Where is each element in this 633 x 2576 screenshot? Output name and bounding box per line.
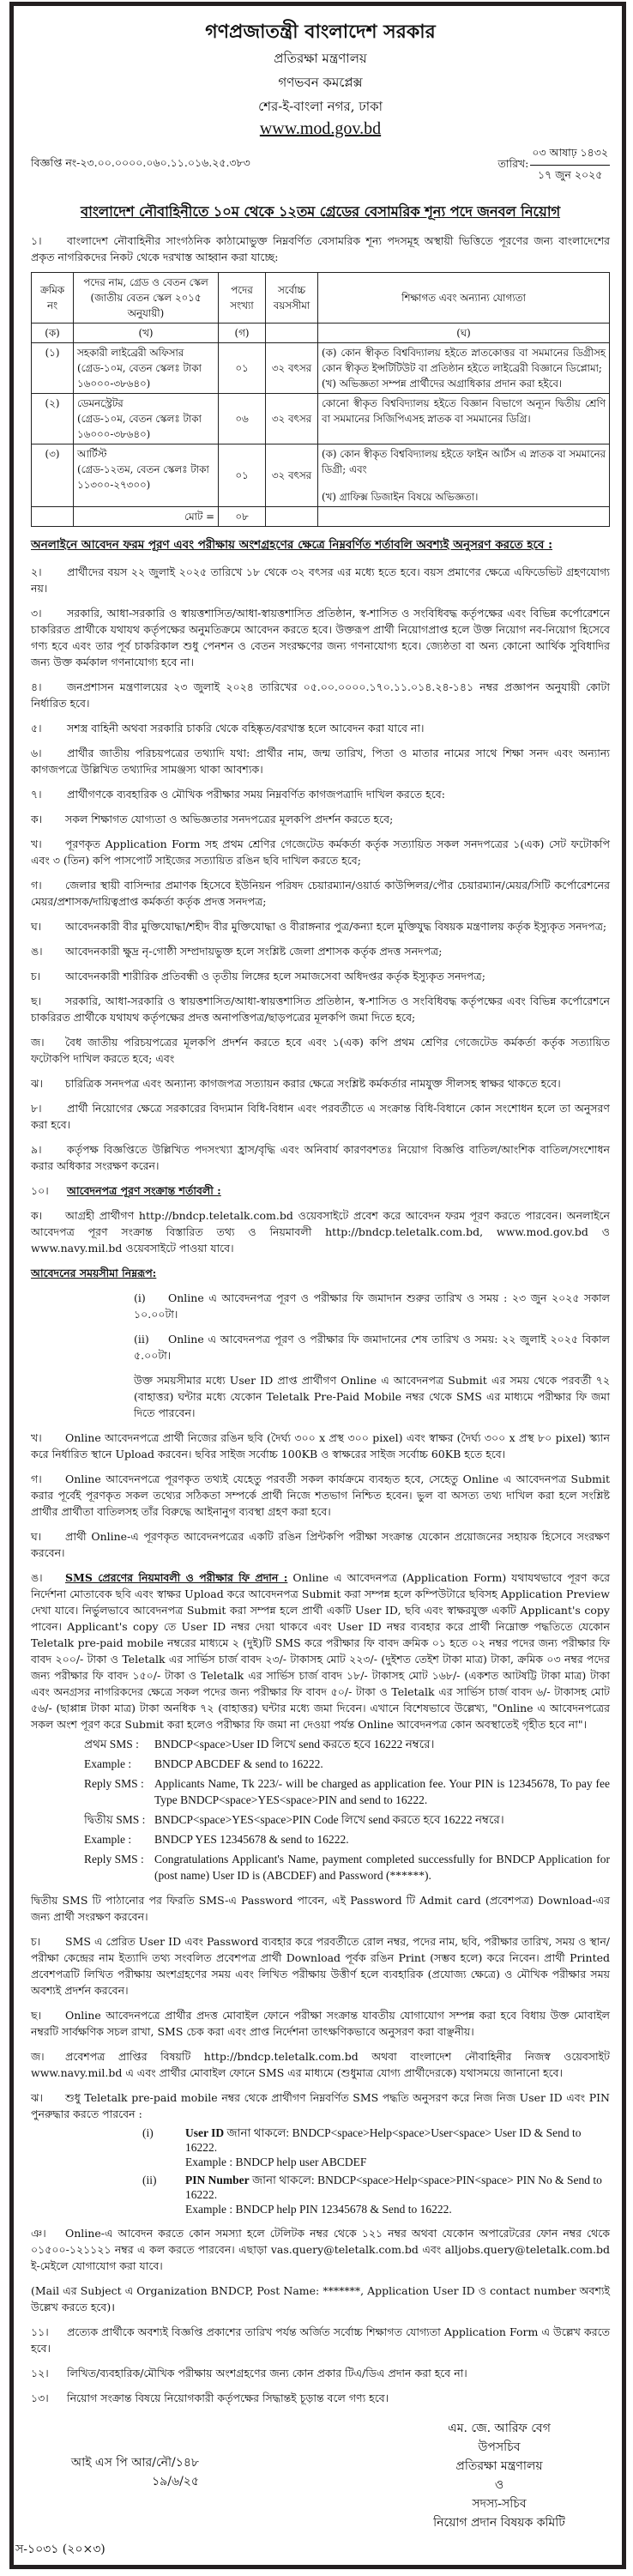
total-count: ০৮ <box>219 507 266 527</box>
sms-instructions <box>84 1736 610 1884</box>
qualification-cell <box>318 444 610 507</box>
post-grade: (গ্রেড-১০ম, বেতন স্কেলঃ টাকা ১৬০০০-৩৮৬৪০) <box>77 413 202 440</box>
condition-paragraph <box>31 564 610 596</box>
recovery-label-suffix: জানা থাকলে: <box>226 2126 290 2139</box>
date-label: তারিখ: <box>497 157 529 170</box>
item-number: ঝ। <box>31 2091 43 2104</box>
item-number: (ii) <box>142 2174 157 2186</box>
item-number: চ। <box>31 1935 41 1948</box>
required-document-item <box>31 811 610 827</box>
conditions-list-3 <box>31 2324 610 2406</box>
qualification-cell <box>318 394 610 444</box>
recovery-item <box>31 2126 610 2169</box>
item-text: সরকারি, আধা-সরকারি ও স্বায়ত্তশাসিত/আধা-স্বায়ত্তশাসিত প্রতিষ্ঠান, স্ব-শাসিত ও সংবিধিবদ্ধ কর্তৃপক্ষের এবং বিভিন্ন কর্পোরেশনে চাকরিরত প্রার্থীকে যথাযথ কর্তৃপক্ষের অনুমতিক্রমে আবেদন করতে হবে। উক্তরূপ প্রার্থী নিয়োগপ্রাপ্ত হলে উক্ত নিয়োগ নব-নিয়োগ হিসেবে গণ্য হবে এবং তার পূর্ব চাকরিকাল শুধু পেনশন ও বেতন সংরক্ষণের জন্য গণনাযোগ্য হবে। জ্যেষ্ঠতা বা অন্য কোনো আর্থিক সুবিধাদির জন্য উক্ত কর্মকাল গণনাযোগ্য হবে না। <box>31 607 610 668</box>
age-cell: ৩২ বৎসর <box>266 444 318 507</box>
table-row <box>32 343 610 394</box>
item-text: Online আবেদনপত্রে প্রার্থী নিজের রঙিন ছবি (দৈর্ঘ্য ৩০০ x প্রস্থ ৩০০ pixel) এবং স্বাক্ষর (দৈর্ঘ্য ৩০০ x প্রস্থ ৮০ pixel) স্ক্যান করে নির্ধারিত স্থানে Upload করবেন। ছবির সাইজ সর্বোচ্চ 100KB ও স্বাক্ষরের সাইজ সর্বোচ্চ 60KB হতে হবে। <box>31 1431 610 1460</box>
signatory-office: প্রতিরক্ষা মন্ত্রণালয় <box>455 2459 543 2473</box>
sms-rules-heading: SMS প্রেরণের নিয়মাবলী ও পরীক্ষার ফি প্রদান : <box>65 1571 288 1584</box>
condition-paragraph <box>31 745 610 777</box>
section-10-ga <box>31 1471 610 1520</box>
sms-label: Example : <box>84 1757 132 1770</box>
sms-value: BNDCP<space>YES<space>PIN Code লিখে send করতে হবে 16222 নম্বরে। <box>154 1813 504 1826</box>
recovery-example: Example : BNDCP help user ABCDEF <box>185 2156 367 2168</box>
sms-label: দ্বিতীয় SMS : <box>84 1813 146 1826</box>
conditions-list <box>31 564 610 802</box>
item-text: SMS এ প্রেরিত User ID এবং Password ব্যবহার করে পরবর্তীতে রোল নম্বর, পদের নাম, ছবি, পরীক্ষার তারিখ, সময় ও স্থান/পরীক্ষা কেন্দ্রের নাম ইত্যাদি তথ্য সংবলিত প্রবেশপত্র প্রার্থী Download পূর্বক রঙিন Print (সম্ভব হলে) করে নিবেন। প্রার্থী Printed প্রবেশপত্রটি লিখিত পরীক্ষায় অংশগ্রহণের সময় এবং লিখিত পরীক্ষায় উত্তীর্ণ হলে ব্যবহারিক (প্রযোজ্য ক্ষেত্রে) ও মৌখিক পরীক্ষার সময় অবশ্যই প্রদর্শন করবেন। <box>31 1935 610 1997</box>
condition-paragraph <box>31 2365 610 2381</box>
sub-header: (খ) <box>74 324 219 343</box>
table-header-row <box>32 273 610 324</box>
ispr-reference <box>36 2453 199 2491</box>
total-label: মোট = <box>74 507 219 527</box>
item-number: ২। <box>31 565 42 578</box>
item-number: ঞ। <box>31 2227 46 2240</box>
item-number: জ। <box>31 2050 45 2063</box>
signatory-designation: উপসচিব <box>478 2440 521 2454</box>
notice-body <box>31 6 610 2406</box>
address: শের-ই-বাংলা নগর, ঢাকা <box>258 99 383 114</box>
reference-row <box>31 144 610 182</box>
date-gregorian: ১৭ জুন ২০২৫ <box>538 168 603 181</box>
item-number: (ii) <box>134 1333 149 1345</box>
required-document-item <box>31 1034 610 1067</box>
item-number: ৭। <box>31 788 42 801</box>
conditions-list-2 <box>31 1100 610 1174</box>
empty-cell <box>32 507 74 527</box>
sub-header <box>266 324 318 343</box>
section-10-cha <box>31 1933 610 1999</box>
item-number: চ। <box>31 970 41 983</box>
item-text: আবেদনকারী বীর মুক্তিযোদ্ধা/শহীদ বীর মুক্তিযোদ্ধা ও বীরাঙ্গনার পুত্র/কন্যা হলে মুক্তিযুদ্ধ বিষয়ক মন্ত্রণালয় কর্তৃক ইস্যুকৃত সনদপত্র; <box>65 920 607 933</box>
count-cell: ০৬ <box>219 394 266 444</box>
col-header-count: পদের সংখ্যা <box>219 273 266 324</box>
empty-cell <box>318 507 610 527</box>
item-text: প্রার্থীর জাতীয় পরিচয়পত্রের তথ্যাদি যথা: প্রার্থীর নাম, জন্ম তারিখ, পিতা ও মাতার নামের সাথে শিক্ষা সনদ এবং অন্যান্য কাগজপত্রে উল্লিখিত তথ্যাদির সামঞ্জস্য থাকা আবশ্যক। <box>31 747 610 776</box>
intro-paragraph <box>31 233 610 265</box>
item-text: প্রার্থীগণকে ব্যবহারিক ও মৌখিক পরীক্ষার সময় নিম্নবর্ণিত কাগজপত্রাদি দাখিল করতে হবে: <box>67 788 445 801</box>
item-text: নিয়োগ সংক্রান্ত বিষয়ে নিয়োগকারী কর্তৃপক্ষের সিদ্ধান্তই চূড়ান্ত বলে গণ্য হবে। <box>67 2392 389 2404</box>
sms-label: Example : <box>84 1833 132 1846</box>
section-10-ja <box>31 2048 610 2081</box>
item-number: গ। <box>31 879 42 892</box>
item-number: ক। <box>31 813 43 825</box>
item-text: আবেদনকারী ক্ষুদ্র নৃ-গোষ্ঠী সম্প্রদায়ভুক্ত হলে সংশ্লিষ্ট জেলা প্রশাসক কর্তৃক প্রদত্ত সনদপত্র; <box>65 945 443 958</box>
qualification-item: (ক) কোন স্বীকৃত বিশ্ববিদ্যালয় হইতে স্নাতকোত্তর বা সমমানের ডিগ্রীসহ কোন স্বীকৃত ইন্সটিটিউট বা প্রতিষ্ঠান হইতে লাইব্রেরী বিজ্ঞানে ডিপ্লোমা; <box>322 347 606 374</box>
sub-header: (গ) <box>219 324 266 343</box>
item-text: Online এ আবেদনপত্র পূরণ ও পরীক্ষার ফি জমাদানের শেষ তারিখ ও সময়: ২২ জুলাই ২০২৫ বিকাল ৫.০০টা। <box>134 1333 610 1362</box>
signatory-conjunction: ও <box>494 2478 504 2492</box>
deadline-item <box>134 1290 610 1322</box>
required-document-item <box>31 918 610 934</box>
item-text: Online এ আবেদনপত্র (Application Form) যথাযথভাবে পূরণ করে নির্দেশনা মোতাবেক ছবি এবং স্বাক্ষর Upload করে আবেদনপত্র Submit করা সম্পন্ন হলে কম্পিউটারে ছবিসহ Application Preview দেখা যাবে। নির্ভুলভাবে আবেদনপত্র Submit করা সম্পন্ন হলে প্রার্থী একটি User ID, ছবি এবং স্বাক্ষরযুক্ত একটি Applicant's copy পাবেন। Applicant's copy তে User ID নম্বর দেয়া থাকবে এবং User ID নম্বর ব্যবহার করে প্রার্থী নিম্নোক্ত পদ্ধতিতে যেকোন Teletalk pre-paid mobile নম্বরের মাধ্যমে ২ (দুই)টি SMS করে পরীক্ষার ফি বাবদ ক্রমিক ০১ হতে ০২ নম্বর পদের জন্য পরীক্ষার ফি বাবদ ২০০/- টাকা ও Teletalk এর সার্ভিস চার্জ বাবদ ২৩/- টাকাসহ মোট ২২৩/- (দুইশত তেইশ টাকা মাত্র) টাকা, ক্রমিক ০৩ নম্বর পদের জন্য পরীক্ষার ফি বাবদ ১৫০/- টাকা ও Teletalk এর সার্ভিস চার্জ বাবদ ১৮/- টাকাসহ মোট ১৬৮/- (একশত আটষট্টি টাকা মাত্র) টাকা এবং অনগ্রসর নাগরিকদের ক্ষেত্রে সকল পদের জন্য পরীক্ষার ফি বাবদ ৫০/- টাকা ও Teletalk এর সার্ভিস চার্জ বাবদ ৬/- টাকাসহ মোট ৫৬/- (ছাপ্পান্ন টাকা মাত্র) টাকা অনধিক ৭২ (বাহাত্তর) ঘন্টার মধ্যে জমা দিবেন। এখানে বিশেষভাবে উল্লেখ্য, "Online এ আবেদনপত্রের সকল অংশ পূরণ করে Submit করা হলেও পরীক্ষার ফি জমা না দেওয়া পর্যন্ত Online আবেদনপত্র কোন অবস্থাতেই গৃহীত হবে না"। <box>31 1571 610 1731</box>
section-10-uma <box>31 1569 610 1732</box>
section-10-chha <box>31 2007 610 2040</box>
item-number: ১২। <box>31 2367 49 2379</box>
item-number: ছ। <box>31 995 42 1007</box>
count-cell: ০১ <box>219 444 266 507</box>
footer-code: স-১০৩১ (২০×৩) <box>15 2543 106 2556</box>
item-text: পূরণকৃত Application Form সহ প্রথম শ্রেণির গেজেটেড কর্মকর্তা কর্তৃক সত্যায়িত সকল সনদপত্রের ১(এক) সেট ফটোকপি এবং ৩ (তিন) কপি পাসপোর্ট সাইজের সত্যায়িত রঙিন ছবি দাখিল করতে হবে; <box>31 838 610 867</box>
sms-label: প্রথম SMS : <box>84 1738 139 1751</box>
item-text: সশস্ত্র বাহিনী অথবা সরকারি চাকরি থেকে বহিষ্কৃত/বরখাস্ত হলে আবেদন করা যাবে না। <box>67 722 425 735</box>
table-row <box>32 394 610 444</box>
item-text: Online আবেদনপত্রে প্রার্থীর প্রদত্ত মোবাইল ফোনে পরীক্ষা সংক্রান্ত যাবতীয় যোগাযোগ সম্পন্ন করা হবে বিধায় উক্ত মোবাইল নম্বরটি সার্বক্ষণিক সচল রাখা, SMS চেক করা এবং প্রাপ্ত নির্দেশনা তাৎক্ষণিকভাবে অনুসরণ করা বাঞ্ছনীয়। <box>31 2009 610 2038</box>
table-row <box>32 444 610 507</box>
section-10-gha <box>31 1528 610 1561</box>
item-text: প্রবেশপত্র প্রাপ্তির বিষয়টি http://bndcp.teletalk.com.bd অথবা বাংলাদেশ নৌবাহিনীর নিজস্ব ওয়েবসাইট www.navy.mil.bd এ এবং প্রার্থীর মোবাইল ফোনে SMS এর মাধ্যমে (শুধুমাত্র যোগ্য প্রার্থীদেরকে) যথাসময়ে জানানো হবে। <box>31 2050 610 2079</box>
required-document-item <box>31 836 610 868</box>
item-text: জনপ্রশাসন মন্ত্রণালয়ের ২৩ জুলাই ২০২৪ তারিখের ০৫.০০.০০০০.১৭০.১১.০১৪.২৪-১৪১ নম্বর প্রজ্ঞাপন অনুযায়ী কোটা নির্ধারিত হবে। <box>31 680 610 710</box>
signatory-committee: নিয়োগ প্রদান বিষয়ক কমিটি <box>433 2516 565 2530</box>
item-number: ছ। <box>31 2009 42 2022</box>
item-number: (i) <box>142 2126 154 2139</box>
recovery-label: User ID <box>185 2126 225 2139</box>
item-text: আবেদনকারী শারীরিক প্রতিবন্ধী ও তৃতীয় লিঙ্গের হলে সমাজসেবা অধিদপ্তর কর্তৃক ইস্যুকৃত সনদপত্র; <box>65 970 485 983</box>
recovery-command <box>185 2173 610 2202</box>
qualification-item: কোনো স্বীকৃত বিশ্ববিদ্যালয় হইতে বিজ্ঞান বিভাগে অন্যূন দ্বিতীয় শ্রেণি বা সমমানের সিজিপিএসহ স্নাতক বা সমমানের ডিগ্রি। <box>322 397 606 425</box>
sms-instruction-row <box>84 1775 610 1808</box>
post-name: সহকারী লাইব্রেরী অফিসার <box>77 347 184 359</box>
deadline-heading-text: আবেদনের সময়সীমা নিম্নরূপ: <box>31 1267 157 1279</box>
item-number: ৬। <box>31 747 42 759</box>
table-subheader-row <box>32 324 610 343</box>
sms-instruction-row <box>84 1756 610 1772</box>
item-number: ঘ। <box>31 920 42 933</box>
item-text: শুধু Teletalk pre-paid mobile নম্বর থেকে প্রার্থীগণ নিম্নবর্ণিত SMS পদ্ধতি অনুসরণ করে নিজ নিজ User ID এবং PIN পুনরুদ্ধার করতে পারবেন : <box>31 2091 610 2120</box>
item-text: প্রার্থীদের বয়স ২২ জুলাই ২০২৫ তারিখে ১৮ থেকে ৩২ বৎসর এর মধ্যে হতে হবে। বয়স প্রমাণের ক্ষেত্রে এফিডেভিট গ্রহণযোগ্য নয়। <box>31 565 610 595</box>
recovery-command <box>185 2126 610 2155</box>
condition-paragraph <box>31 1100 610 1133</box>
recovery-text: BNDCP<space>Help<space>User<space> User ID & Send to 16222. <box>185 2126 582 2154</box>
recovery-text: BNDCP<space>Help<space>PIN<space> PIN No & Send to 16222. <box>185 2174 602 2201</box>
notice-frame <box>9 2 626 2569</box>
sub-header: (ঘ) <box>318 324 610 343</box>
serial-cell: (১) <box>32 343 74 394</box>
item-number: খ। <box>31 838 42 850</box>
condition-paragraph <box>31 679 610 711</box>
condition-paragraph <box>31 1141 610 1174</box>
col-header-qualification: শিক্ষাগত এবং অন্যান্য যোগ্যতা <box>318 273 610 324</box>
recovery-body <box>185 2173 610 2216</box>
issue-date <box>498 146 610 185</box>
condition-paragraph <box>31 2324 610 2356</box>
age-cell: ৩২ বৎসর <box>266 394 318 444</box>
date-fraction <box>530 146 610 185</box>
post-grade: (গ্রেড-১০ম, বেতন স্কেলঃ টাকা ১৬০০০-৩৮৬৪০) <box>77 362 202 390</box>
item-number: ঘ। <box>31 1530 42 1543</box>
ispr-ref-number: আই এস পি আর/নৌ/১৪৮ <box>70 2456 199 2470</box>
sms-value: BNDCP<space>User ID লিখে send করতে হবে 16222 নম্বরে। <box>154 1738 435 1751</box>
count-cell: ০১ <box>219 343 266 394</box>
vacancy-table <box>31 272 610 527</box>
item-number: (i) <box>134 1291 146 1304</box>
section-10-heading <box>31 1182 610 1199</box>
post-name: ডেমনস্ট্রেটর <box>77 397 124 409</box>
age-cell: ৩২ বৎসর <box>266 343 318 394</box>
table-total-row <box>32 507 610 527</box>
password-note: দ্বিতীয় SMS টি পাঠানোর পর ফিরতি SMS-এ Password পাবেন, এই Password টি Admit card (প্রবেশপত্র) Download-এর জন্য প্রার্থী সংরক্ষণ করবেন। <box>31 1894 610 1923</box>
section-10-nya <box>31 2225 610 2274</box>
ispr-date: ১৯/৬/২৫ <box>152 2475 199 2488</box>
post-cell <box>74 394 219 444</box>
sms-label: Reply SMS : <box>84 1853 144 1865</box>
item-text: চারিত্রিক সনদপত্র এবং অন্যান্য কাগজপত্র সত্যায়ন করার ক্ষেত্রে সংশ্লিষ্ট কর্মকর্তার নামযুক্ত সীলসহ স্বাক্ষর থাকতে হবে। <box>65 1077 561 1090</box>
item-number: ৮। <box>31 1102 42 1115</box>
item-number: জ। <box>31 1036 45 1049</box>
item-number: ৯। <box>31 1143 42 1156</box>
serial-cell: (২) <box>32 394 74 444</box>
signature-block <box>401 2419 598 2532</box>
recovery-label-suffix: জানা থাকলে: <box>252 2174 315 2186</box>
section-heading: আবেদনপত্র পূরণ সংক্রান্ত শর্তাবলী : <box>67 1184 221 1197</box>
sms-instruction-row <box>84 1736 610 1752</box>
empty-cell <box>266 507 318 527</box>
col-header-serial: ক্রমিক নং <box>32 273 74 324</box>
item-text: Online এ আবেদনপত্র পূরণ ও পরীক্ষার ফি জমাদান শুরুর তারিখ ও সময় : ২৩ জুন ২০২৫ সকাল ১০.০০টা। <box>134 1291 610 1321</box>
condition-paragraph <box>31 720 610 736</box>
required-document-item <box>31 943 610 959</box>
deadline-note: উক্ত সময়সীমার মধ্যে User ID প্রাপ্ত প্রার্থীগণ Online এ আবেদনপত্র Submit এর সময় থেকে পরবর্তী ৭২ (বাহাত্তর) ঘন্টার মধ্যে যেকোন Teletalk Pre-Paid Mobile নম্বর থেকে SMS এর মাধ্যমে পরীক্ষার ফি জমা দিতে পারবেন। <box>134 1374 610 1419</box>
sms-label: Reply SMS : <box>84 1777 144 1790</box>
item-number: ৫। <box>31 722 42 735</box>
col-header-age: সর্বোচ্চ বয়সসীমা <box>266 273 318 324</box>
recovery-instructions <box>31 2126 610 2216</box>
sub-header: (ক) <box>32 324 74 343</box>
signatory-role: সদস্য-সচিব <box>472 2497 527 2511</box>
ministry-website-link[interactable]: www.mod.gov.bd <box>259 119 382 138</box>
para-number: ১। <box>31 234 42 247</box>
sms-instruction-row <box>84 1831 610 1847</box>
item-text: প্রার্থী নিয়োগের ক্ষেত্রে সরকারের বিদ্যমান বিধি-বিধান এবং পরবর্তীতে এ সংক্রান্ত বিধি-বিধানে কোন সংশোধন হলে তা অনুসরণ করা হবে। <box>31 1102 610 1131</box>
government-title: গণপ্রজাতন্ত্রী বাংলাদেশ সরকার <box>205 21 436 43</box>
deadline-item <box>134 1331 610 1364</box>
item-text: Online-এ আবেদন করতে কোন সমস্যা হলে টেলিটক নম্বর থেকে ১২১ নম্বর অথবা যেকোন অপারেটরের ফোন নম্বর থেকে ০১৫০০-১২১১২১ নম্বর এ কল করতে পারবেন। এছাড়া vas.query@teletalk.com.bd এবং alljobs.query@teletalk.com.bd ই-মেইলে যোগাযোগ করা যাবে। <box>31 2227 610 2272</box>
qualification-item: (খ) অভিজ্ঞতা সম্পন্ন প্রার্থীদের অগ্রাধিকার প্রদান করা হইবে। <box>322 378 563 390</box>
col-header-post: পদের নাম, গ্রেড ও বেতন স্কেল (জাতীয় বেতন স্কেল ২০১৫ অনুযায়ী) <box>74 273 219 324</box>
reference-number: বিজ্ঞপ্তি নং-২৩.০০.০০০০.০৬০.১১.০১৬.২৫.৩৮৩ <box>31 156 250 169</box>
item-number: ১১। <box>31 2325 49 2338</box>
recovery-label: PIN Number <box>185 2174 250 2186</box>
item-text: লিখিত/ব্যবহারিক/মৌখিক পরীক্ষায় অংশগ্রহণের জন্য কোন প্রকার টিএ/ডিএ প্রদান করা হবে না। <box>67 2367 467 2379</box>
complex-name: গণভবন কমপ্লেক্স <box>278 75 363 90</box>
serial-cell: (৩) <box>32 444 74 507</box>
item-text: কর্তৃপক্ষ বিজ্ঞপ্তিতে উল্লিখিত পদসংখ্যা হ্রাস/বৃদ্ধি এবং অনিবার্য কারণবশতঃ নিয়োগ বিজ্ঞপ্তি বাতিল/আংশিক বাতিল/সংশোধন করার অধিকার সংরক্ষণ করেন। <box>31 1143 610 1172</box>
required-document-item <box>31 968 610 984</box>
item-text: সরকারি, আধা-সরকারি ও স্বায়ত্তশাসিত/আধা-স্বায়ত্তশাসিত প্রতিষ্ঠান, স্ব-শাসিত ও সংবিধিবদ্ধ কর্তৃপক্ষের এবং বিভিন্ন কর্পোরেশনে চাকরিরত প্রার্থীকে যথাযথ কর্তৃপক্ষের প্রদত্ত অনাপত্তিপত্র/ছাড়পত্রের মূলকপি জমা দিতে হবে; <box>31 995 610 1024</box>
condition-paragraph <box>31 2390 610 2406</box>
sms-instruction-row <box>84 1811 610 1828</box>
deadline-heading <box>31 1265 610 1281</box>
sms-value: Applicants Name, Tk 223/- will be charged as application fee. Your PIN is 12345678, To pay fee Type BNDCP<space>YES<space>PIN and send to 16222. <box>154 1777 610 1806</box>
sms-instruction-row <box>84 1851 610 1884</box>
recovery-body <box>185 2126 610 2169</box>
item-number: ঙ। <box>31 1571 43 1584</box>
condition-paragraph <box>31 605 610 670</box>
item-number: ঝ। <box>31 1077 43 1090</box>
item-number: ১৩। <box>31 2392 49 2404</box>
item-text: জেলার স্থায়ী বাসিন্দার প্রমাণক হিসেবে ইউনিয়ন পরিষদ চেয়ারম্যান/ওয়ার্ড কাউন্সিলর/পৌর চেয়ারম্যান/মেয়র/সিটি কর্পোরেশনের মেয়র/প্রশাসক/দায়িত্বপ্রাপ্ত কর্মকর্তা কর্তৃক প্রদত্ত সনদপত্র; <box>31 879 610 908</box>
date-bangla: ০৩ আষাঢ় ১৪৩২ <box>530 146 610 166</box>
qualification-cell <box>318 343 610 394</box>
sms-value: BNDCP YES 12345678 & send to 16222. <box>154 1833 349 1846</box>
conditions-heading: অনলাইনে আবেদন ফরম পূরণ এবং পরীক্ষায় অংশগ্রহণের ক্ষেত্রে নিম্নবর্ণিত শর্তাবলি অবশ্যই অনুসরণ করতে হবে : <box>31 538 553 552</box>
required-document-item <box>31 877 610 910</box>
para-number: ১০। <box>31 1184 49 1197</box>
qualification-item: (খ) গ্রাফিক্স ডিজাইন বিষয়ে অভিজ্ঞতা। <box>322 491 479 503</box>
item-text: প্রত্যেক প্রার্থীকে অবশ্যই বিজ্ঞপ্তি প্রকাশের তারিখ পর্যন্ত অর্জিত সর্বোচ্চ শিক্ষাগত যোগ্যতা Application Form এ উল্লেখ করতে হবে। <box>31 2325 610 2355</box>
signatory-name: এম. জে. আরিফ বেগ <box>448 2422 551 2435</box>
item-number: খ। <box>31 1431 42 1444</box>
sms-value: BNDCP ABCDEF & send to 16222. <box>154 1757 323 1770</box>
item-text: প্রার্থী Online-এ পূরণকৃত আবেদনপত্রের একটি রঙিন প্রিন্টকপি পরীক্ষা সংক্রান্ত যেকোন প্রয়োজনের সহায়ক হিসেবে সংরক্ষণ করবেন। <box>31 1530 610 1559</box>
item-number: ৩। <box>31 607 42 620</box>
recovery-example: Example : BNDCP help PIN 12345678 & Send to 16222. <box>185 2203 452 2216</box>
condition-paragraph <box>31 786 610 802</box>
post-name: আর্টিস্ট <box>77 448 107 460</box>
item-text: Online আবেদনপত্রে পূরণকৃত তথ্যই যেহেতু পরবর্তী সকল কার্যক্রমে ব্যবহৃত হবে, সেহেতু Online এ আবেদনপত্র Submit করার পূর্বেই পূরণকৃত সকল তথ্যের সঠিকতা সম্পর্কে প্রার্থী নিজে শতভাগ নিশ্চিত হবেন। ভুল বা অসত্য তথ্য দাখিল করা হলে সংশ্লিষ্ট প্রার্থীর প্রার্থীতা বাতিলসহ তাঁর বিরুদ্ধে আইনানুগ ব্যবস্থা গ্রহণ করা হবে। <box>31 1472 610 1518</box>
post-grade: (গ্রেড-১২তম, বেতন স্কেলঃ টাকা ১১৩০০-২৭৩০০) <box>77 463 209 491</box>
sms-value: Congratulations Applicant's Name, payment completed successfully for BNDCP Application for (post name) User ID is (ABCDEF) and Password (******). <box>154 1853 610 1882</box>
required-document-item <box>31 993 610 1025</box>
post-cell <box>74 444 219 507</box>
documents-list <box>31 811 610 1091</box>
item-number: ঙ। <box>31 945 43 958</box>
section-10-jha <box>31 2089 610 2122</box>
item-text: সকল শিক্ষাগত যোগ্যতা ও অভিজ্ঞতার সনদপত্রের মূলকপি প্রদর্শন করতে হবে; <box>65 813 394 825</box>
qualification-item: (ক) কোন স্বীকৃত বিশ্ববিদ্যালয় হইতে ফাইন আর্টস এ স্নাতক বা সমমানের ডিগ্রী; এবং <box>322 448 606 475</box>
mail-note: (Mail এর Subject এ Organization BNDCP, Post Name: *******, Application User ID ও contact number অবশ্যই উল্লেখ করতে হবে)। <box>31 2284 610 2313</box>
recovery-item <box>31 2173 610 2216</box>
item-text: আগ্রহী প্রার্থীগণ http://bndcp.teletalk.com.bd ওয়েবসাইটে প্রবেশ করে আবেদন ফরম পূরণ করতে পারবেন। অনলাইনে আবেদপত্র পূরণ সংক্রান্ত বিস্তারিত তথ্য ও নিয়মাবলী http://bndcp.teletalk.com.bd, www.mod.gov.bd ও www.navy.mil.bd ওয়েবসাইটে পাওয়া যাবে। <box>31 1209 610 1255</box>
section-10-ka <box>31 1207 610 1256</box>
ministry-name: প্রতিরক্ষা মন্ত্রণালয় <box>274 51 367 66</box>
notice-title: বাংলাদেশ নৌবাহিনীতে ১০ম থেকে ১২তম গ্রেডের বেসামরিক শূন্য পদে জনবল নিয়োগ <box>80 203 561 220</box>
para-text: বাংলাদেশ নৌবাহিনীর সাংগঠনিক কাঠামোভুক্ত নিম্নবর্ণিত বেসামরিক শূন্য পদসমূহ অস্থায়ী ভিত্তিতে পূরণের জন্য বাংলাদেশের প্রকৃত নাগরিকদের নিকট থেকে দরখাস্ত আহ্বান করা যাচ্ছে: <box>31 234 610 263</box>
required-document-item <box>31 1075 610 1091</box>
item-number: ক। <box>31 1209 43 1222</box>
section-10-kha <box>31 1430 610 1462</box>
item-text: বৈধ জাতীয় পরিচয়পত্রের মূলকপি প্রদর্শন করতে হবে এবং ১(এক) কপি প্রথম শ্রেণির গেজেটেড কর্মকর্তা কর্তৃক সত্যায়িত ফটোকপি দাখিল করতে হবে; এবং <box>31 1036 610 1065</box>
post-cell <box>74 343 219 394</box>
item-number: গ। <box>31 1472 42 1485</box>
item-number: ৪। <box>31 680 42 693</box>
